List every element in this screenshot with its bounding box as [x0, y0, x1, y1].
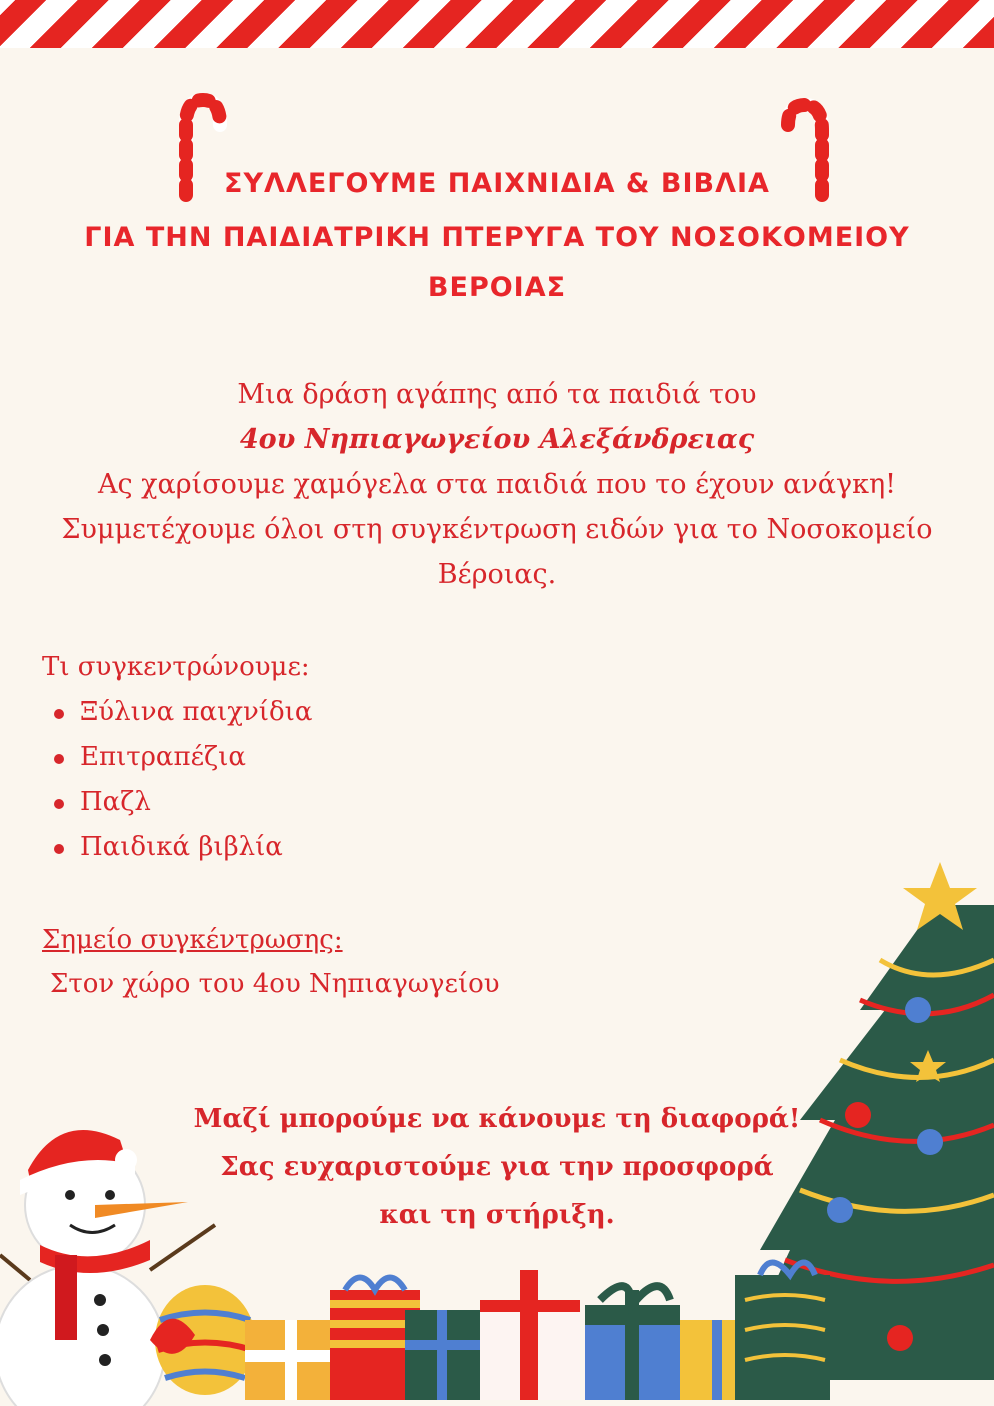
- list-item: Ξύλινα παιχνίδια: [50, 690, 312, 735]
- collect-list: [50, 690, 312, 870]
- collection-point-value: Στον χώρο του 4ου Νηπιαγωγείου: [50, 969, 500, 999]
- list-item: Παιδικά βιβλία: [50, 825, 312, 870]
- collection-point-label: Σημείο συγκέντρωσης:: [42, 925, 343, 955]
- title-line-1: ΣΥΛΛΕΓΟΥΜΕ ΠΑΙΧΝΙΔΙΑ & ΒΙΒΛΙΑ: [224, 168, 770, 199]
- intro-line-4: Συμμετέχουμε όλοι στη συγκέντρωση ειδών για το Νοσοκομείο Βέροιας.: [61, 514, 933, 590]
- list-item: Επιτραπέζια: [50, 735, 312, 780]
- intro-line-1: Μια δράση αγάπης από τα παιδιά του: [237, 379, 757, 410]
- closing-line-1: Μαζί μπορούμε να κάνουμε τη διαφορά!: [193, 1104, 801, 1134]
- list-item: Παζλ: [50, 780, 312, 825]
- title-line-3: ΒΕΡΟΙΑΣ: [427, 272, 567, 303]
- title-line-2: ΓΙΑ ΤΗΝ ΠΑΙΔΙΑΤΡΙΚΗ ΠΤΕΡΥΓΑ ΤΟΥ ΝΟΣΟΚΟΜΕΙΟΥ: [84, 222, 910, 253]
- closing-text: [0, 1095, 994, 1239]
- collect-title: Τι συγκεντρώνουμε:: [42, 652, 310, 682]
- closing-line-3: και τη στήριξη.: [379, 1200, 615, 1230]
- closing-line-2: Σας ευχαριστούμε για την προσφορά: [220, 1152, 774, 1182]
- intro-line-3: Ας χαρίσουμε χαμόγελα στα παιδιά που το έχουν ανάγκη!: [97, 469, 897, 500]
- intro-school-name: 4ου Νηπιαγωγείου Αλεξάνδρειας: [239, 424, 755, 455]
- gift-boxes-icon: [150, 1263, 830, 1401]
- intro-text: [40, 372, 954, 597]
